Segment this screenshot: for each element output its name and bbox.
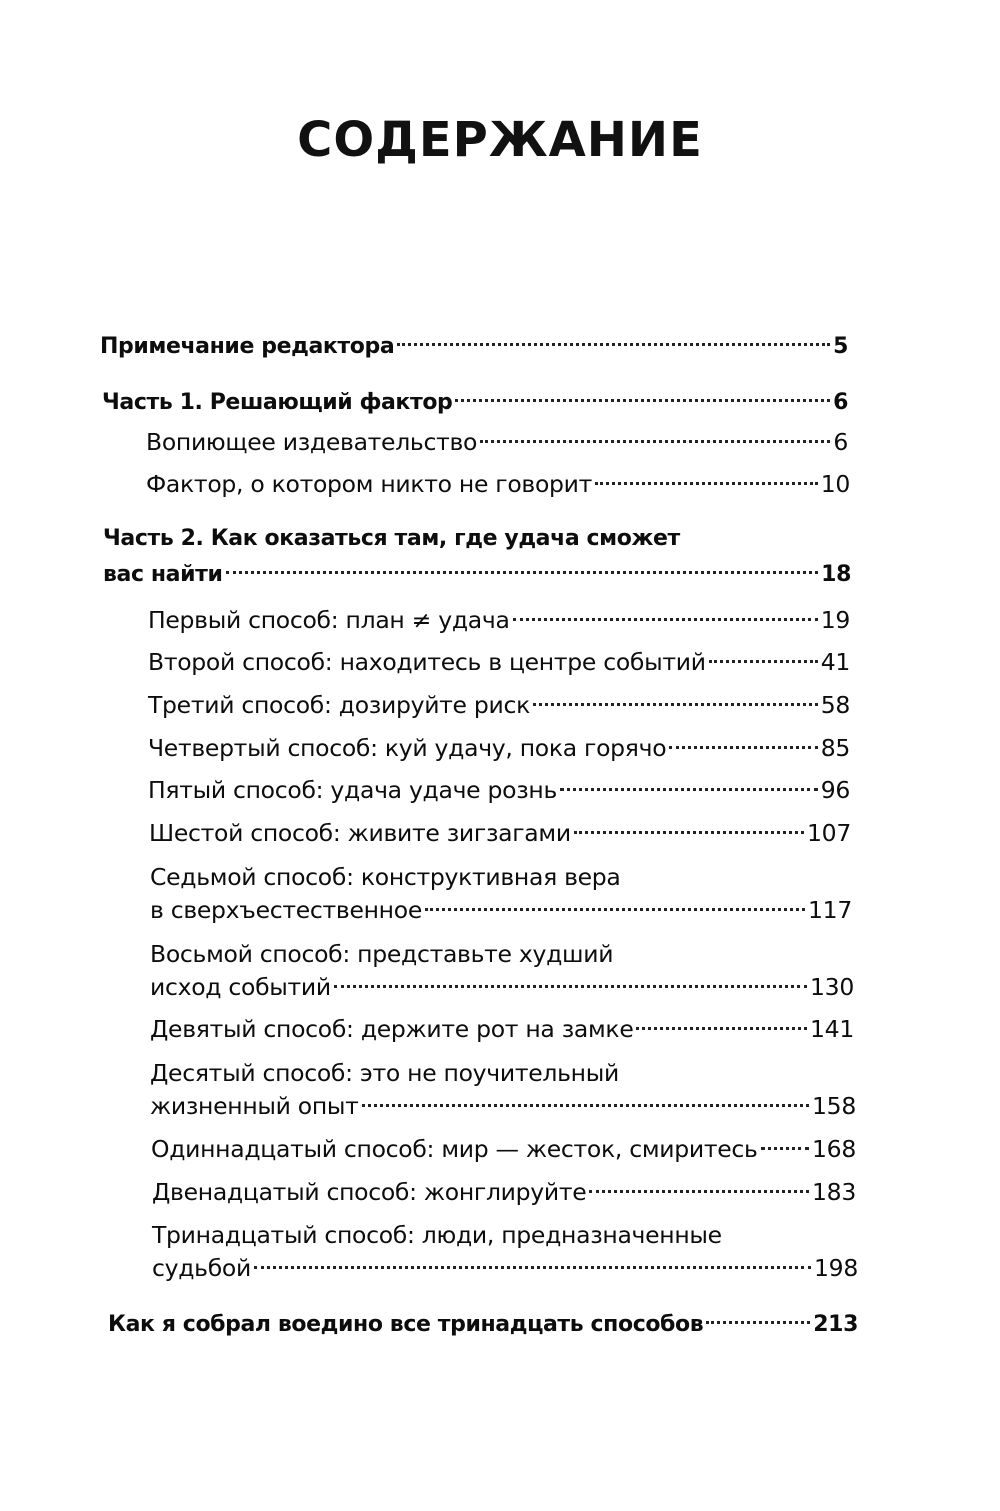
toc-entry-label: Как я собрал воедино все тринадцать способов — [108, 1312, 704, 1337]
toc-page-number: 18 — [821, 562, 851, 587]
toc-entry-part-2-item-5[interactable] — [148, 773, 850, 807]
dot-leader — [480, 440, 830, 443]
toc-page-number: 183 — [812, 1178, 856, 1206]
dot-leader — [362, 1104, 809, 1107]
toc-entry-part-2[interactable] — [103, 558, 851, 592]
toc-entry-label: Девятый способ: держите рот на замке — [150, 1015, 634, 1043]
toc-entry-part-2-item-12[interactable] — [152, 1175, 856, 1209]
dot-leader — [574, 831, 804, 834]
toc-entry-part-2-item-7-line-1[interactable]: Седьмой способ: конструктивная вера — [150, 863, 621, 891]
toc-entry-label: Первый способ: план ≠ удача — [148, 606, 510, 634]
toc-entry-part-2-item-11[interactable] — [151, 1132, 856, 1166]
dot-leader — [589, 1190, 809, 1193]
toc-entry-conclusion[interactable] — [108, 1308, 858, 1342]
toc-entry-part-1[interactable] — [102, 386, 848, 420]
toc-entry-label: Примечание редактора — [100, 334, 395, 359]
toc-entry-editor-note[interactable] — [100, 330, 848, 364]
dot-leader — [533, 703, 818, 706]
toc-entry-label: жизненный опыт — [150, 1092, 359, 1120]
toc-entry-part-2-item-1[interactable] — [148, 603, 850, 637]
toc-entry-label: Третий способ: дозируйте риск — [148, 691, 530, 719]
dot-leader — [397, 343, 830, 346]
dot-leader — [513, 618, 818, 621]
toc-page-number: 58 — [820, 691, 850, 719]
toc-page-number: 213 — [813, 1312, 858, 1337]
toc-entry-part-2-item-13-line-1[interactable]: Тринадцатый способ: люди, предназначенные — [152, 1221, 722, 1249]
toc-entry-part-2-item-2[interactable] — [148, 645, 850, 679]
dot-leader — [226, 571, 819, 574]
toc-entry-label: вас найти — [103, 562, 223, 587]
toc-entry-part-2-item-3[interactable] — [148, 688, 850, 722]
toc-entry-label: Вопиющее издевательство — [146, 428, 478, 456]
toc-entry-label: судьбой — [152, 1254, 251, 1282]
toc-entry-part-2-item-7[interactable] — [150, 893, 852, 927]
dot-leader — [425, 908, 805, 911]
dot-leader — [636, 1027, 807, 1030]
toc-page-number: 141 — [810, 1015, 854, 1043]
toc-page-number: 198 — [814, 1254, 858, 1282]
toc-entry-part-2-item-10[interactable] — [150, 1089, 856, 1123]
toc-entry-label: Часть 1. Решающий фактор — [102, 390, 453, 415]
toc-entry-part-2-line-1[interactable]: Часть 2. Как оказаться там, где удача сможет — [103, 526, 680, 551]
toc-entry-part-2-item-8[interactable] — [150, 970, 854, 1004]
toc-entry-label: Одиннадцатый способ: мир — жесток, смиритесь — [151, 1135, 758, 1163]
toc-page-number: 5 — [833, 334, 848, 359]
toc-page-number: 107 — [807, 819, 851, 847]
toc-entry-part-1-item-1[interactable] — [146, 425, 848, 459]
toc-entry-label: Второй способ: находитесь в центре событий — [148, 648, 706, 676]
dot-leader — [595, 482, 818, 485]
toc-entry-part-2-item-4[interactable] — [148, 731, 850, 765]
toc-page-number: 158 — [812, 1092, 856, 1120]
toc-page-number: 85 — [820, 734, 850, 762]
toc-entry-label: в сверхъестественное — [150, 896, 422, 924]
toc-page-number: 96 — [820, 776, 850, 804]
toc-entry-part-2-item-10-line-1[interactable]: Десятый способ: это не поучительный — [150, 1059, 619, 1087]
toc-entry-label: Пятый способ: удача удаче рознь — [148, 776, 558, 804]
toc-page-number: 10 — [820, 470, 850, 498]
dot-leader — [706, 1321, 810, 1324]
toc-entry-label: исход событий — [150, 973, 331, 1001]
toc-page-number: 130 — [810, 973, 854, 1001]
toc-entry-part-2-item-13[interactable] — [152, 1251, 858, 1285]
dot-leader — [669, 746, 817, 749]
toc-entry-label: Четвертый способ: куй удачу, пока горячо — [148, 734, 667, 762]
toc-page-number: 117 — [808, 896, 852, 924]
toc-entry-part-2-item-6[interactable] — [149, 816, 851, 850]
page-title: СОДЕРЖАНИЕ — [297, 112, 703, 168]
toc-entry-part-2-item-9[interactable] — [150, 1012, 854, 1046]
dot-leader — [761, 1147, 809, 1150]
toc-entry-label: Двенадцатый способ: жонглируйте — [152, 1178, 587, 1206]
dot-leader — [254, 1266, 811, 1269]
toc-page-number: 41 — [820, 648, 850, 676]
toc-page-number: 19 — [820, 606, 850, 634]
toc-entry-part-2-item-8-line-1[interactable]: Восьмой способ: представьте худший — [150, 940, 614, 968]
dot-leader — [560, 788, 818, 791]
toc-entry-part-1-item-2[interactable] — [146, 467, 850, 501]
toc-page-number: 168 — [812, 1135, 856, 1163]
toc-entry-label: Фактор, о котором никто не говорит — [146, 470, 593, 498]
toc-entry-label: Шестой способ: живите зигзагами — [149, 819, 571, 847]
dot-leader — [455, 399, 830, 402]
toc-page-number: 6 — [833, 390, 848, 415]
dot-leader — [709, 660, 818, 663]
dot-leader — [334, 985, 807, 988]
toc-page-number: 6 — [833, 428, 848, 456]
